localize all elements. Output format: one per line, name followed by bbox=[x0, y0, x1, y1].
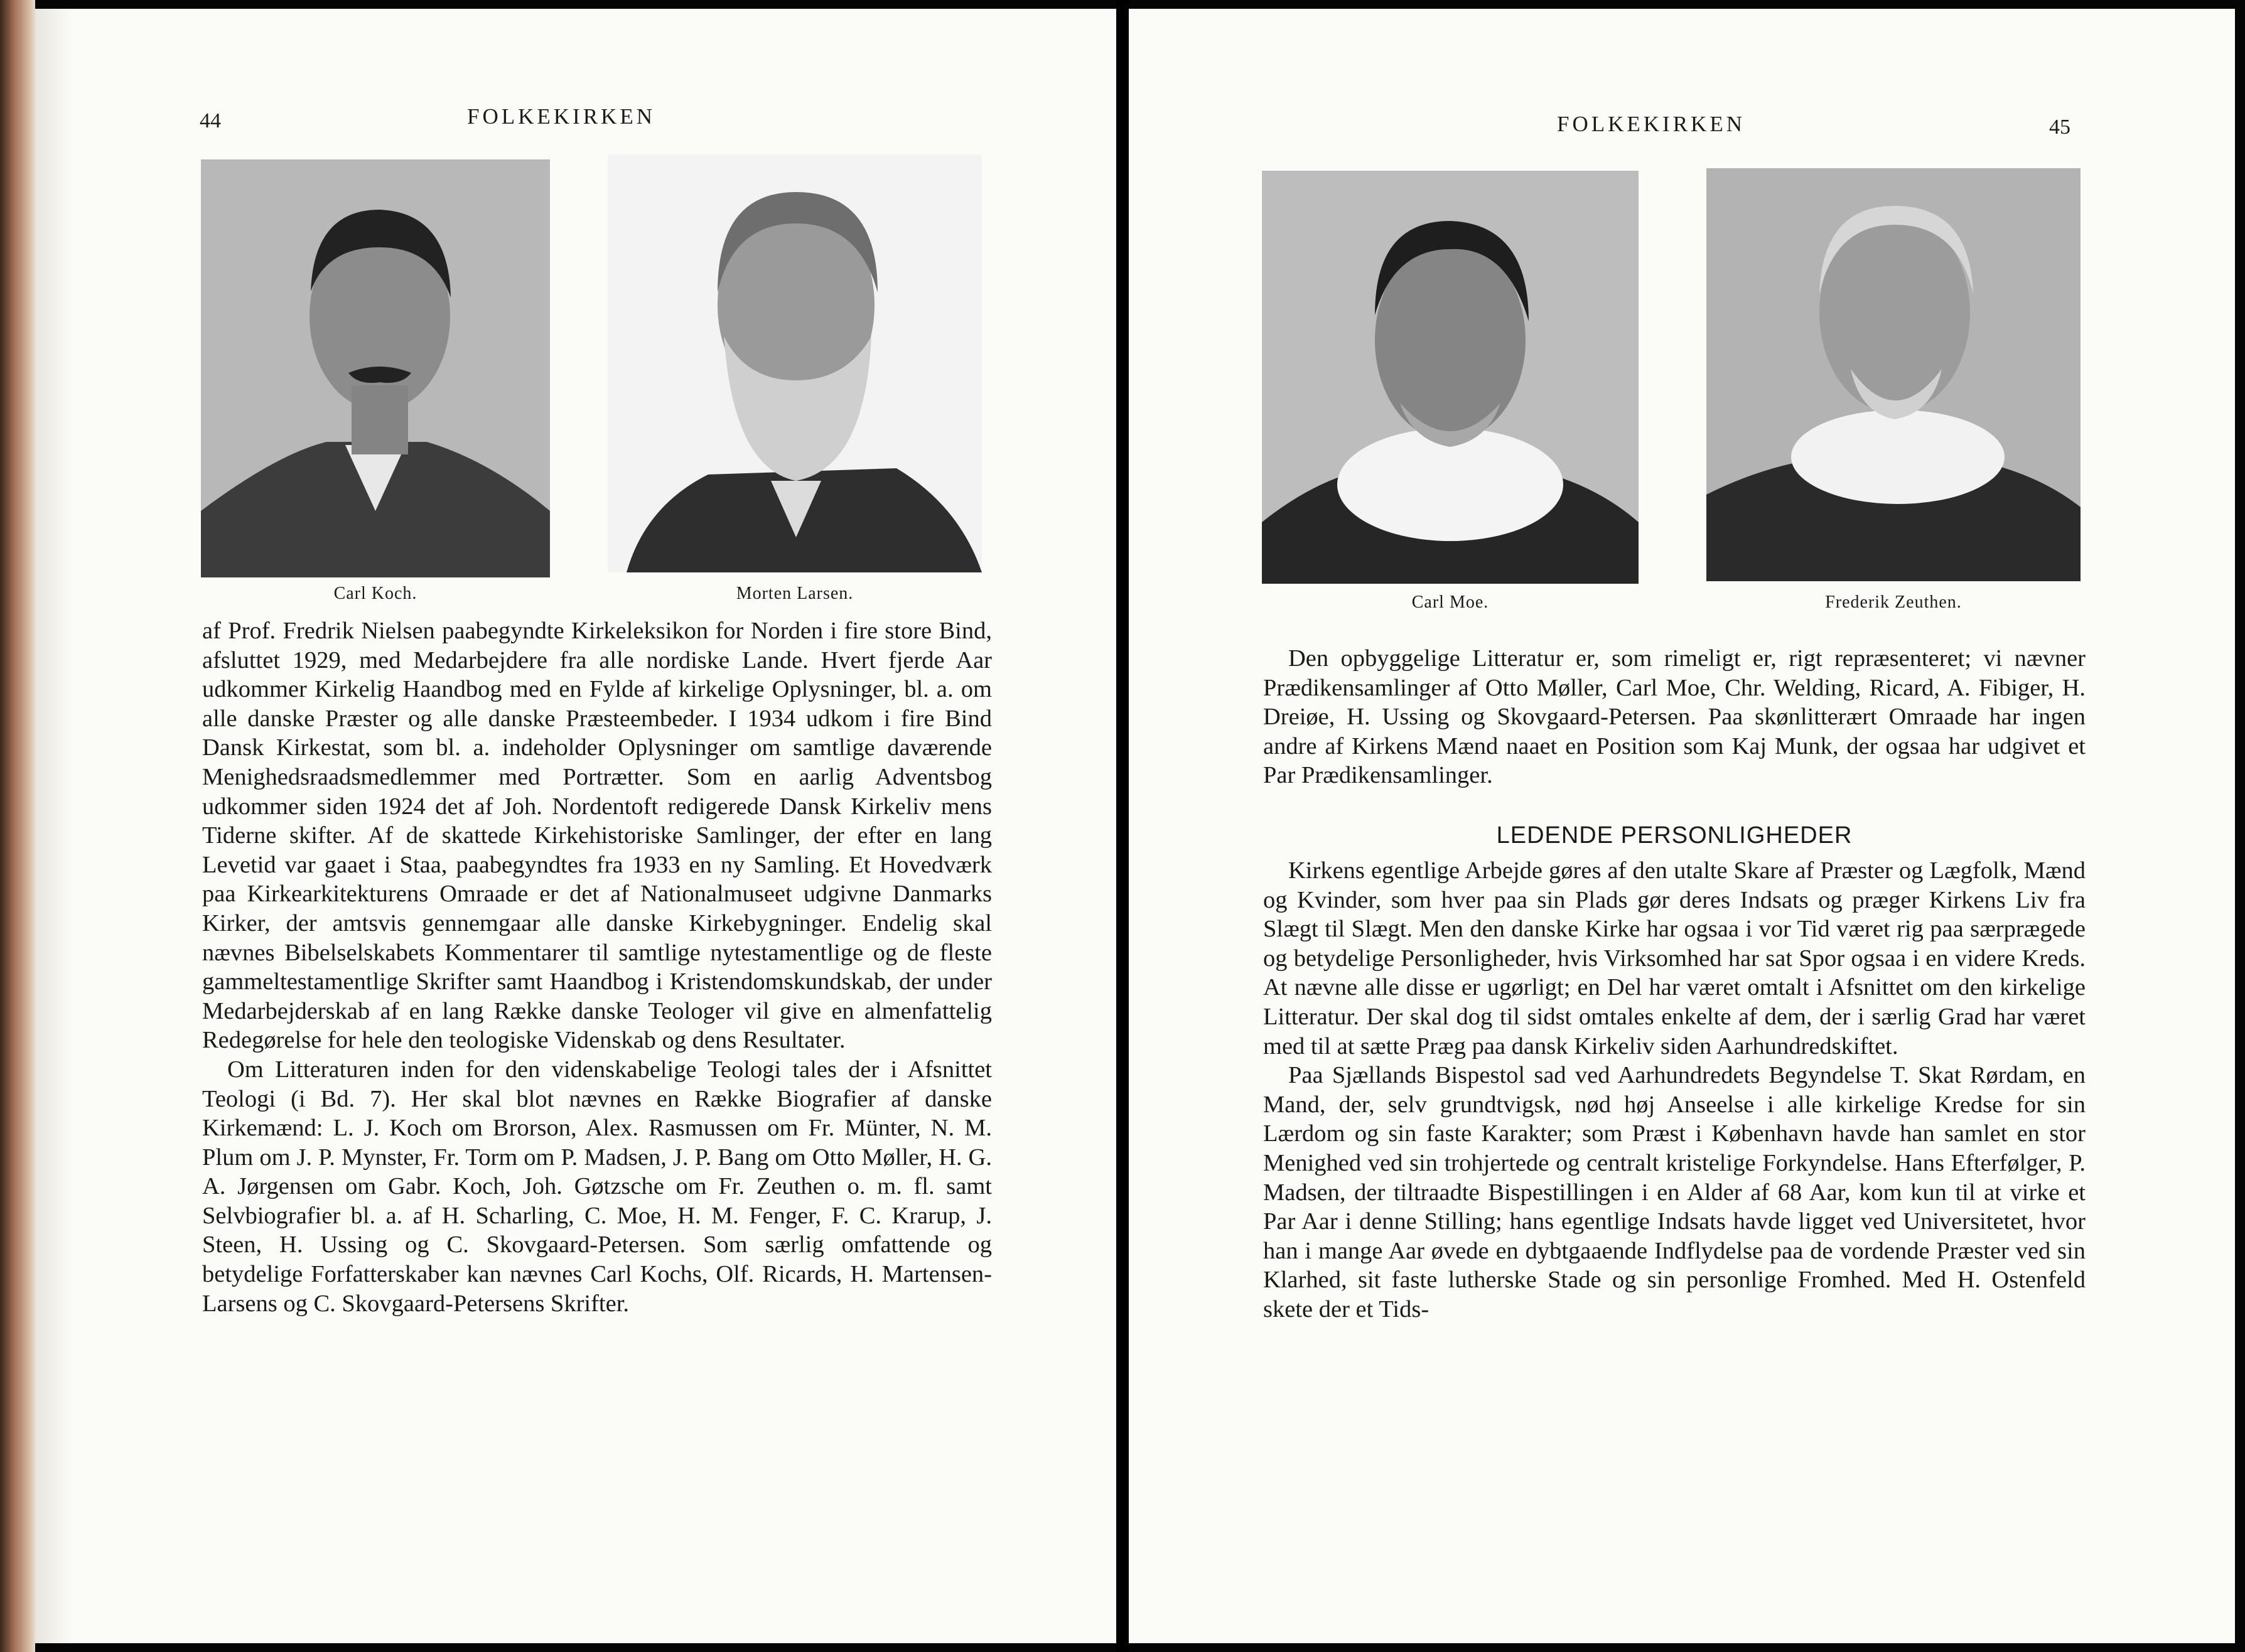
right-page-body-top bbox=[1263, 644, 2086, 790]
book-edge bbox=[0, 0, 35, 1652]
caption-morten-larsen: Morten Larsen. bbox=[736, 584, 854, 603]
portrait-photo-frederik-zeuthen bbox=[1706, 168, 2081, 581]
right-page-body bbox=[1263, 856, 2086, 1324]
paragraph: Kirkens egentlige Arbejde gøres af den utalte Skare af Præster og Lægfolk, Mænd og Kvinder, som hver paa sin Plads gør deres Indsats og præger Kirkens Liv fra Slægt til Slægt. Men den danske Kirke har ogsaa i vor Tid været rig paa særprægede og betydelige Personligheder, hvis Virksomhed har sat Spor ogsaa i en videre Kreds. At nævne alle disse er ugørligt; en Del har været omtalt i Afsnittet om den kirkelige Litteratur. Der skal dog til sidst omtales enkelte af dem, der i særlig Grad har været med til at sætte Præg paa dansk Kirkeliv siden Aarhundredskiftet. bbox=[1263, 857, 2086, 1059]
paragraph: Paa Sjællands Bispestol sad ved Aarhundredets Begyndelse T. Skat Rørdam, en Mand, der, selv grundtvigsk, nød høj Anseelse i alle kirkelige Kredse for sin Lærdom og sin faste Karakter; som Præst i København havde han samlet en stor Menighed ved sin trohjertede og centralt kristelige Forkyndelse. Hans Efterfølger, P. Madsen, der tiltraadte Bispestillingen i en Alder af 68 Aar, kom kun til at virke et Par Aar i denne Stilling; hans egentlige Indsats havde ligget ved Universitetet, hvor han i mange Aar øvede en dybtgaaende Indflydelse paa de vordende Præster ved sin Klarhed, sit faste lutherske Stade og sin personlige Fromhed. Med H. Ostenfeld skete der et Tids- bbox=[1263, 1062, 2086, 1322]
caption-frederik-zeuthen: Frederik Zeuthen. bbox=[1825, 593, 1962, 612]
gutter bbox=[1116, 0, 1129, 1652]
portrait-photo-carl-koch bbox=[201, 159, 550, 577]
portrait-photo-morten-larsen bbox=[608, 154, 982, 572]
paragraph: Om Litteraturen inden for den videnskabelige Teologi tales der i Afsnittet Teologi (i Bd. 7). Her skal blot nævnes en Række Biografier af danske Kirkemænd: L. J. Koch om Brorson, Alex. Rasmussen om Fr. Münter, N. M. Plum om J. P. Mynster, Fr. Torm om P. Madsen, J. P. Bang om Otto Møller, H. G. A. Jørgensen om Gabr. Koch, Joh. Gøtzsche om Fr. Zeuthen o. m. fl. samt Selvbiografier bl. a. af H. Scharling, C. Moe, H. M. Fenger, F. C. Krarup, J. Steen, H. Ussing og C. Skovgaard-Petersen. Som særlig omfattende og betydelige Forfatterskaber kan nævnes Carl Kochs, Olf. Ricards, H. Martensen-Larsens og C. Skovgaard-Petersens Skrifter. bbox=[202, 1056, 992, 1317]
caption-carl-moe: Carl Moe. bbox=[1411, 593, 1489, 612]
page-number-right: 45 bbox=[2049, 115, 2070, 139]
portrait-photo-carl-moe bbox=[1262, 171, 1639, 584]
running-head-right: FOLKEKIRKEN bbox=[1557, 112, 1745, 136]
paragraph: af Prof. Fredrik Nielsen paabegyndte Kirkeleksikon for Norden i fire store Bind, afsluttet 1929, med Medarbejdere fra alle nordiske Lande. Hvert fjerde Aar udkommer Kirkelig Haandbog med en Fylde af kirkelige Oplysninger, bl. a. om alle danske Præster og alle danske Præsteembeder. I 1934 udkom i fire Bind Dansk Kirkestat, som bl. a. indeholder Oplysninger om samtlige daværende Menighedsraadsmedlemmer med Portrætter. Som en aarlig Adventsbog udkommer siden 1924 det af Joh. Nordentoft redigerede Dansk Kirkeliv mens Tiderne skifter. Af de skattede Kirkehistoriske Samlinger, der efter en lang Levetid var gaaet i Staa, paabegyndtes fra 1933 en ny Samling. Et Hovedværk paa Kirkearkitekturens Omraade er det af Nationalmuseet udgivne Danmarks Kirker, der amtsvis gennemgaar alle danske Kirkebygninger. Endelig skal nævnes Bibelselskabets Kommentarer til samtlige nytestamentlige og de fleste gammeltestamentlige Skrifter samt Haandbog i Kristendomskundskab, der under Medarbejderskab af en lang Række danske Teologer vil give en almenfattelig Redegørelse for hele den teologiske Videnskab og dens Resultater. bbox=[202, 618, 992, 1054]
section-heading: LEDENDE PERSONLIGHEDER bbox=[1496, 822, 1853, 849]
running-head-left: FOLKEKIRKEN bbox=[467, 104, 655, 129]
page-number-left: 44 bbox=[200, 109, 221, 132]
left-page-body bbox=[202, 616, 992, 1318]
caption-carl-koch: Carl Koch. bbox=[333, 584, 417, 603]
paragraph: Den opbyggelige Litteratur er, som rimeligt er, rigt repræsenteret; vi nævner Prædikensamlinger af Otto Møller, Carl Moe, Chr. Welding, Ricard, A. Fibiger, H. Dreiøe, H. Ussing og Skovgaard-Petersen. Paa skønlitterært Omraade har ingen andre af Kirkens Mænd naaet en Position som Kaj Munk, der ogsaa har udgivet et Par Prædikensamlinger. bbox=[1263, 645, 2086, 789]
